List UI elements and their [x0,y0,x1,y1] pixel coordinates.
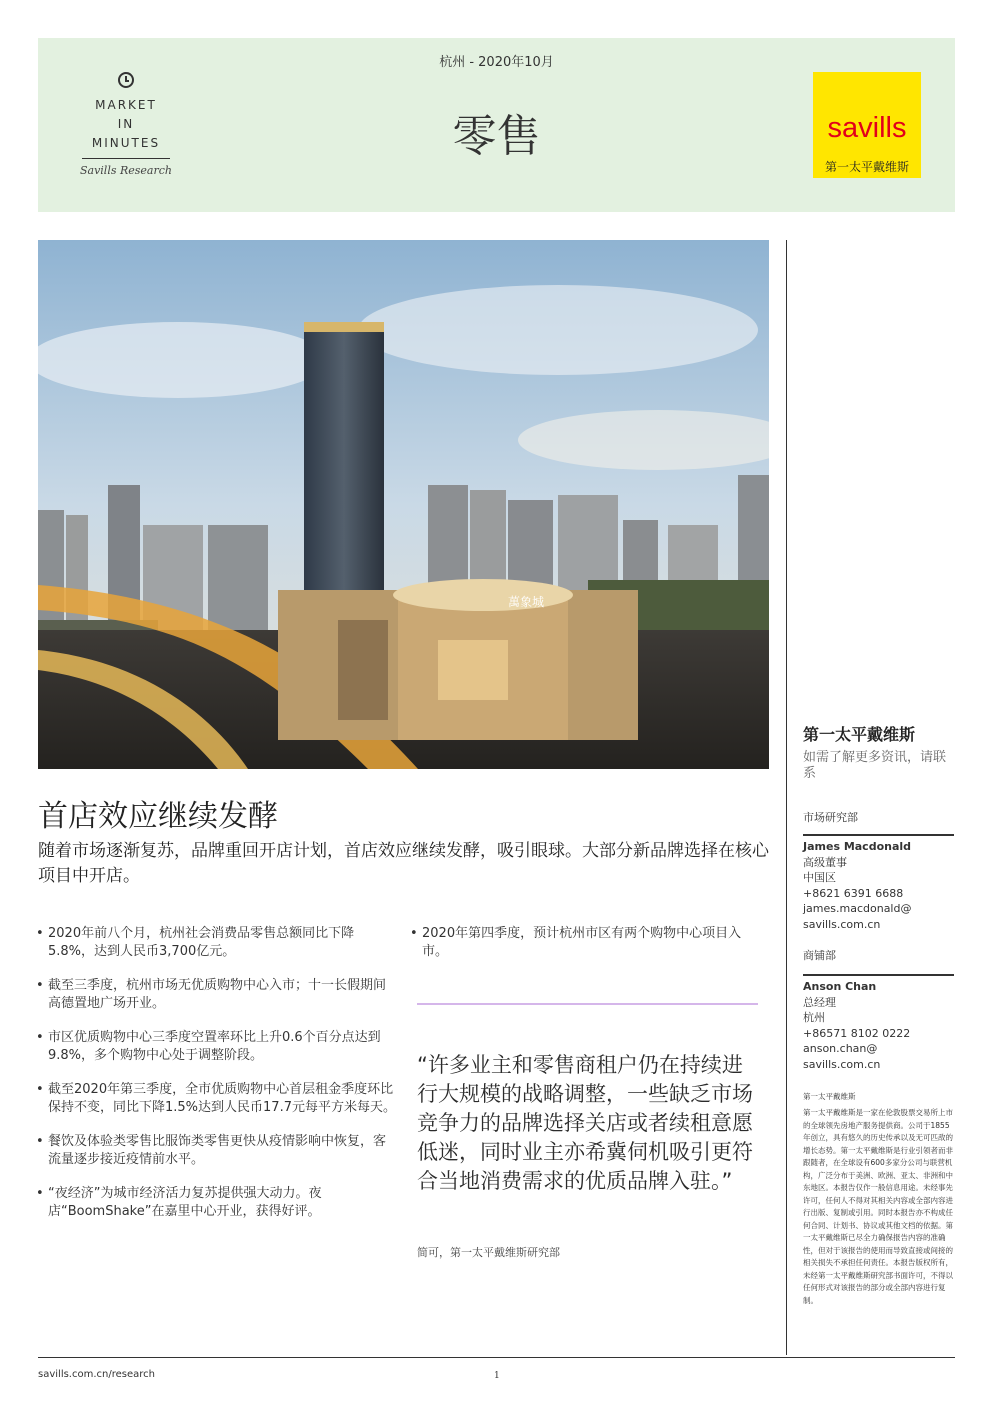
header-band [38,38,955,212]
list-item: • 2020年第四季度，预计杭州市区有两个购物中心项目入市。 [410,925,760,961]
footer-divider [38,1357,955,1358]
disclaimer-text: 第一太平戴维斯是一家在伦敦股票交易所上市的全球领先房地产服务提供商。公司于1855年创立，具有悠久的历史传承以及无可匹敌的增长态势。第一太平戴维斯是行业引领者而非跟随者，在全球设有600多家分公司与联营机构，广泛分布于美洲、欧洲、亚太、非洲和中东地区。本报告仅作一般信息用途。未经事先许可，任何人不得对其相关内容或全部内容进行出版、复制或引用。同时本报告亦不构成任何合同、计划书、协议或其他文档的依据。第一太平戴维斯已尽全力确保报告内容的准确性，但对于该报告的使用而导致直接或间接的相关损失不承担任何责任。本报告版权所有，未经第一太平戴维斯研究部书面许可，不得以任何形式对该报告的部分或全部内容进行复制。 [803,1108,953,1305]
logo-subtitle: Savills Research [79,164,172,177]
quote-divider [417,1003,758,1005]
contact-phone: +86571 8102 0222 [803,1026,911,1040]
contact-card [803,979,955,1072]
sidebar-contact-prompt: 如需了解更多资讯，请联系 [803,750,947,781]
key-points-left [36,925,396,1237]
contact-card [803,839,955,932]
contact-email[interactable] [803,1041,955,1072]
contact-region: 杭州 [803,1011,825,1024]
contact-title: 高级董事 [803,855,847,869]
contact-divider [803,974,954,976]
page-title: 零售 [452,111,541,162]
pull-quote: “许多业主和零售商租户仍在持续进行大规模的战略调整，一些缺乏市场竞争力的品牌选择关店或者续租意愿低迷，同时业主亦希冀伺机吸引更符合当地消费需求的优质品牌入驻。” [417,1053,753,1193]
hero-photo [38,240,769,769]
list-item: • 餐饮及体验类零售比服饰类零售更快从疫情影响中恢复，客流量逐步接近疫情前水平。 [36,1133,396,1169]
savills-logo [813,72,921,178]
logo-word-in: IN [117,117,135,131]
list-item: • 截至三季度，杭州市场无优质购物中心入市；十一长假期间高德置地广场开业。 [36,977,396,1013]
contact-name: Anson Chan [803,980,877,993]
key-points-right [410,925,760,977]
contact-email[interactable] [803,901,955,932]
logo-word-market: MARKET [95,98,157,112]
contact-name: James Macdonald [803,840,912,853]
contact-email-line2[interactable]: savills.com.cn [803,917,881,931]
savills-logo-cn: 第一太平戴维斯 [824,160,909,174]
contact-region: 中国区 [803,871,836,884]
list-item: • 截至2020年第三季度，全市优质购物中心首层租金季度环比保持不变，同比下降1.5%达到人民币17.7元每平方米每天。 [36,1081,396,1117]
contact-department: 市场研究部 [803,811,858,824]
contact-email-line1[interactable]: james.macdonald@ [803,902,912,915]
contact-title: 总经理 [803,995,836,1009]
contact-email-line2[interactable]: savills.com.cn [803,1057,881,1071]
sidebar-brand: 第一太平戴维斯 [803,725,916,744]
logo-word-minutes: MINUTES [91,136,161,150]
contact-divider [803,834,954,836]
list-item: • “夜经济”为城市经济活力复苏提供强大动力。夜店“BoomShake”在嘉里中心开业，获得好评。 [36,1185,396,1221]
savills-logo-en: savills [827,112,907,144]
contact-department: 商铺部 [803,949,836,962]
footer-link[interactable]: savills.com.cn/research [38,1369,155,1380]
sidebar-divider [786,240,787,1355]
quote-attribution: 简可，第一太平戴维斯研究部 [417,1246,560,1259]
disclaimer-title: 第一太平戴维斯 [803,1092,856,1101]
contact-phone: +8621 6391 6688 [803,886,904,900]
contact-email-line1[interactable]: anson.chan@ [803,1042,878,1055]
page-number: 1 [494,1371,500,1381]
article-headline: 首店效应继续发酵 [38,799,278,834]
mall-sign: 萬象城 [508,595,545,609]
list-item: • 市区优质购物中心三季度空置率环比上升0.6个百分点达到9.8%，多个购物中心处于调整阶段。 [36,1029,396,1065]
report-date: 杭州 - 2020年10月 [439,55,554,70]
article-lead: 随着市场逐渐复苏，品牌重回开店计划，首店效应继续发酵，吸引眼球。大部分新品牌选择在核心项目中开店。 [38,841,769,886]
list-item: • 2020年前八个月，杭州社会消费品零售总额同比下降5.8%，达到人民币3,700亿元。 [36,925,396,961]
clock-icon [118,72,134,88]
